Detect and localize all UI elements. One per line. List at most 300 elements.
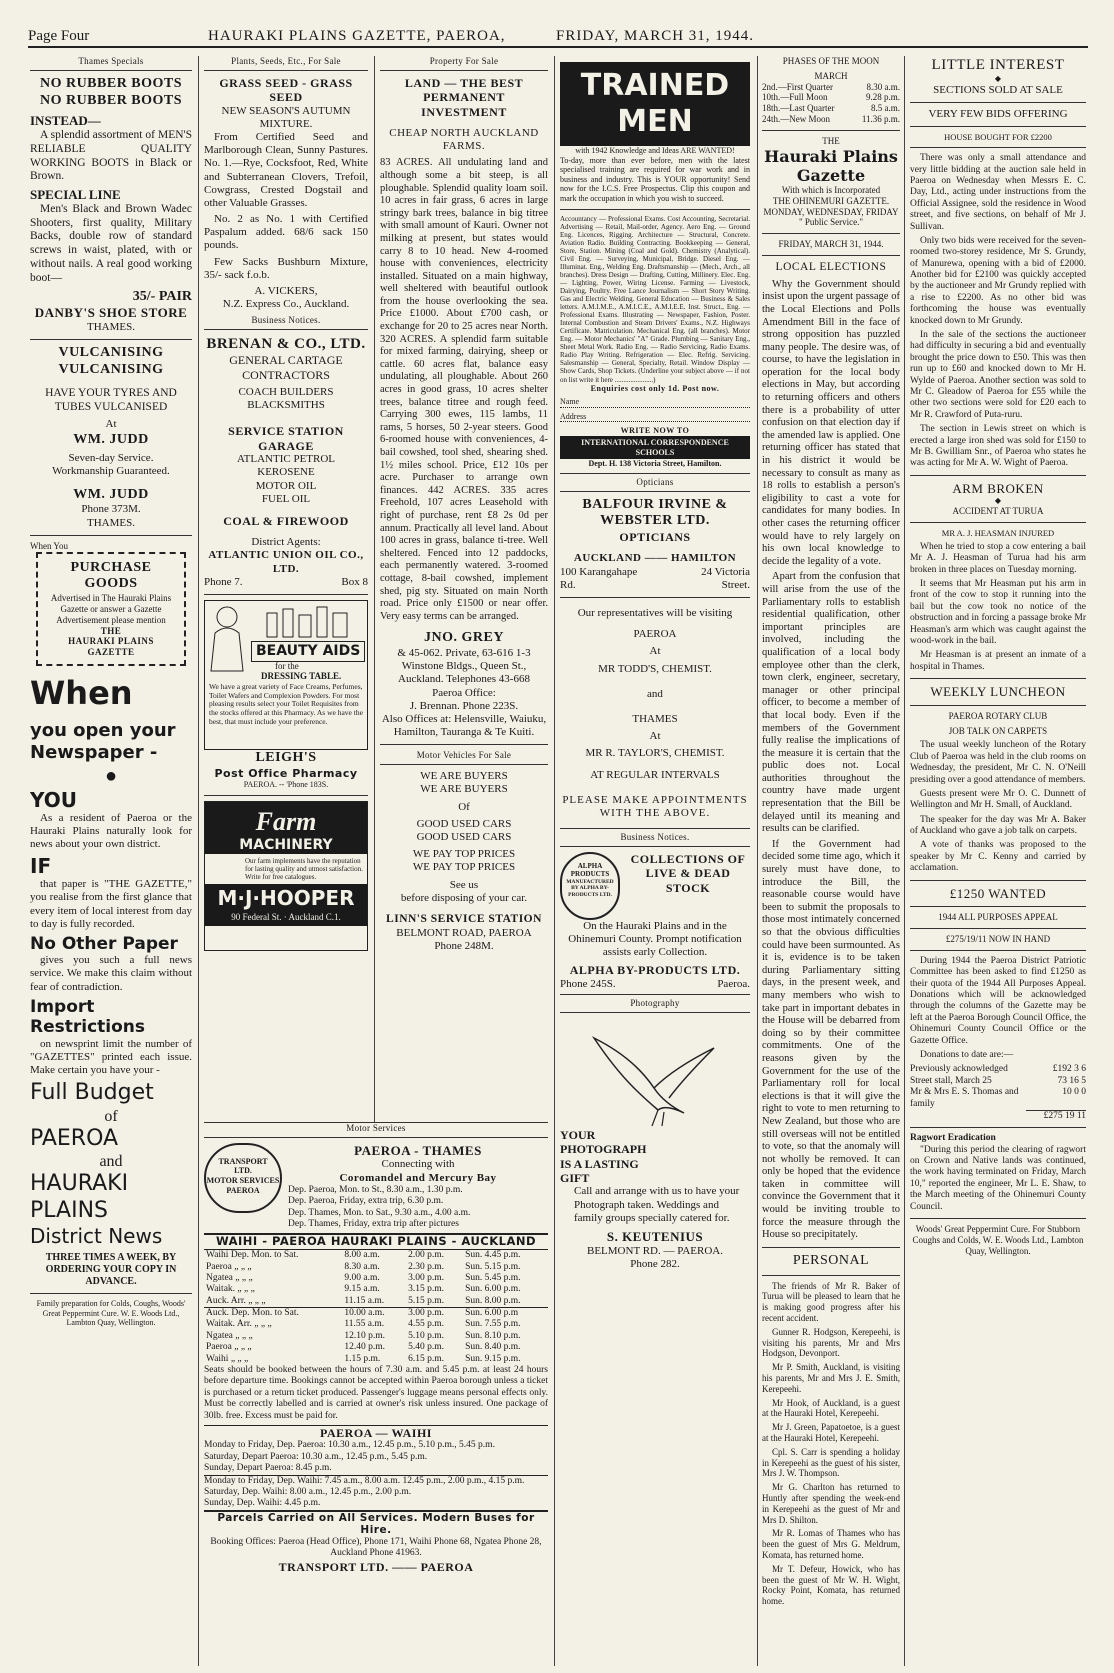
section-header: Business Notices.	[560, 828, 750, 847]
ad-text: J. Brennan. Phone 223S.	[409, 699, 519, 712]
table-cell: Waihi Dep. Mon. to Sat.	[206, 1250, 299, 1261]
timetable-notes: Seats should be booked between the hours of 7.30 a.m. and 5.45 p.m. at least 24 hours before departure time. Bookings cannot be accepted within Paeroa borough unless a ticket is purchased or a return ticket produced. Passenger's luggage means personal effects only. Must be correctly labelled and is carried at owner's risk unless insured. One package of 30lb. free. Excess must be paid for.	[204, 1365, 548, 1421]
table-cell: Sun. 8.00 p.m.	[465, 1295, 521, 1306]
table-cell: 1.15 p.m.	[344, 1353, 381, 1364]
ad-town: THAMES.	[87, 320, 135, 333]
ad-text: on newsprint limit the number of "GAZETTES" printed each issue. Make certain you have your -	[30, 1037, 192, 1077]
timetable-line: Booking Offices: Paeroa (Head Office), Phone 171, Waihi Phone 68, Ngatea Phone 28, Auckland Phone 41963.	[210, 1536, 542, 1559]
section-header: PHASES OF THE MOON	[782, 56, 880, 66]
ad-name: WM. JUDD	[73, 431, 149, 447]
timetable-line: Monday to Friday, Dep. Waihi: 7.45 a.m., 8.00 a.m. 12.45 p.m., 2.00 p.m., 4.15 p.m.	[204, 1475, 548, 1487]
paper-nameplate: Hauraki Plains Gazette	[764, 146, 898, 185]
ad-town: THAMES.	[87, 516, 135, 529]
ad-text: KEROSENE	[257, 466, 315, 479]
timetable-line: Dep. Thames, Mon. to Sat., 9.30 a.m., 4.00 a.m.	[288, 1207, 471, 1218]
ad-headline: Full Budget	[30, 1080, 154, 1106]
donation-row: Previously acknowledged £192 3 6	[910, 1064, 1086, 1075]
article-paragraph: The speaker for the day was Mr A. Baker of Auckland who gave a job talk on carpets.	[910, 814, 1086, 837]
issue-date: FRIDAY, MARCH 31, 1944.	[556, 28, 755, 44]
farm-machinery-ad	[204, 801, 368, 951]
ad-text: WE PAY TOP PRICES	[412, 848, 516, 861]
beauty-aids-ad	[204, 600, 368, 750]
table-cell: Sun. 9.15 p.m.	[465, 1353, 521, 1364]
masthead	[28, 22, 1088, 48]
page-number: Page Four	[28, 28, 90, 44]
column-news	[910, 56, 1086, 1666]
table-cell: Waitak. Arr. „ „ „	[206, 1319, 272, 1330]
ad-headline: District News	[30, 1224, 163, 1249]
ad-headline: NO RUBBER BOOTS	[39, 92, 183, 108]
ad-text: Paeroa Office:	[432, 686, 496, 699]
table-cell: 12.10 p.m.	[344, 1330, 386, 1341]
article-subhead: £275/19/11 NOW IN HAND	[945, 934, 1051, 945]
moon-phase-row: 18th.—Last Quarter 8.5 a.m.	[762, 103, 900, 114]
ad-text: WRITE NOW TO	[620, 426, 690, 436]
ad-text: THE OHINEMURI GAZETTE.	[772, 195, 890, 206]
paper-title: HAURAKI PLAINS GAZETTE, PAEROA,	[208, 28, 506, 44]
ad-headline: BRENAN & CO., LTD.	[206, 336, 366, 353]
transport-logo: TRANSPORT LTD. MOTOR SERVICES PAEROA	[204, 1143, 282, 1213]
diamond-icon: ◆	[994, 496, 1002, 506]
route-heading: PAEROA — WAIHI	[204, 1425, 548, 1440]
ad-phone: Phone 282.	[630, 1257, 680, 1270]
bullet-icon: ●	[104, 764, 118, 787]
article-paragraph: When he tried to stop a cow entering a bail Mr A. J. Heasman of Turua had his arm broken in three places on Tuesday morning.	[910, 541, 1086, 575]
column-rule	[198, 56, 199, 1666]
table-cell: 8.30 a.m.	[344, 1261, 380, 1272]
ad-text: See us	[449, 878, 479, 891]
article-paragraph: A vote of thanks was proposed to the speaker by Mr C. Kenny and carried by acclamation.	[910, 840, 1086, 874]
ad-text: PAEROA	[633, 628, 677, 641]
table-row	[204, 1331, 548, 1342]
ad-text: With which is Incorporated	[781, 184, 881, 195]
personal-item: Cpl. S. Carr is spending a holiday in Kerepeehi as the guest of his sister, Mrs J. W. Thompson.	[762, 1446, 900, 1479]
ad-address: 90 Federal St. · Auckland C.1.	[205, 912, 367, 926]
table-cell: Waitak. „ „ „	[206, 1284, 255, 1295]
donation-total: £275 19 11	[1026, 1110, 1086, 1122]
donation-row: Mr & Mrs E. S. Thomas and family 10 0 0	[910, 1087, 1086, 1109]
personal-item: Mr J. Green, Papatoetoe, is a guest at the Hauraki Hotel, Kerepeehi.	[762, 1422, 900, 1444]
ad-text: MR TODD'S, CHEMIST.	[598, 662, 712, 675]
ad-text: MONDAY, WEDNESDAY, FRIDAY	[763, 206, 899, 217]
ad-text: ATLANTIC PETROL	[236, 453, 336, 466]
ad-text: Our farm implements have the reputation for lasting quality and utmost satisfaction. Write for free catalogues.	[245, 856, 363, 881]
ad-text: HAVE YOUR TYRES AND TUBES VULCANISED	[45, 386, 177, 413]
section-header: Motor Services	[204, 1123, 548, 1138]
route-heading: Parcels Carried on All Services. Modern Buses for Hire.	[204, 1510, 548, 1537]
ad-address: BELMONT ROAD, PAEROA	[396, 926, 532, 939]
ad-text: At	[649, 645, 661, 658]
moon-phase-row: 10th.—Full Moon 9.28 p.m.	[762, 92, 900, 103]
ad-text: AT REGULAR INTERVALS	[590, 768, 720, 781]
table-cell: 3.15 p.m.	[408, 1284, 445, 1295]
column-plants-business	[204, 56, 368, 1106]
table-cell: 9.00 a.m.	[344, 1272, 380, 1283]
section-header: Plants, Seeds, Etc., For Sale	[204, 56, 368, 71]
article-paragraph: "During this period the clearing of ragwort on Crown and Native lands was continued, the work having terminated on Friday, March 10," reported the engineer, Mr L. E. Shaw, to the March meeting of the Ohinemuri County Council.	[910, 1144, 1086, 1212]
route-text: Coromandel and Mercury Bay	[339, 1171, 497, 1184]
timetable-line: Dep. Paeroa, Mon. to St., 8.30 a.m., 1.30 p.m.	[288, 1184, 463, 1195]
table-cell: 3.00 p.m.	[408, 1272, 445, 1283]
timetable-line: Sunday, Depart Paeroa: 8.45 p.m.	[204, 1463, 332, 1474]
table-cell: Ngatea „ „ „	[206, 1272, 253, 1283]
moon-phase-row: 24th.—New Moon 11.36 p.m.	[762, 113, 900, 124]
ad-text: THAMES	[632, 712, 678, 725]
personal-item: Gunner R. Hodgson, Kerepeehi, is visiting his parents, Mr and Mrs Hodgson, Devonport.	[762, 1326, 900, 1359]
section-header: Opticians	[560, 473, 750, 492]
ad-text: WE PAY TOP PRICES	[412, 861, 516, 874]
table-row	[204, 1308, 548, 1320]
article-title: £1250 WANTED	[949, 885, 1047, 901]
ad-store: DANBY'S SHOE STORE	[34, 305, 188, 321]
ad-text: Workmanship Guaranteed.	[52, 465, 170, 478]
ad-text: GOOD USED CARS	[416, 830, 512, 843]
ad-text: Family preparation for Colds, Coughs, Woods' Great Peppermint Cure. W. E. Woods Ltd., Lambton Quay, Wellington.	[36, 1299, 186, 1328]
ad-headline: VULCANISING	[58, 345, 164, 361]
transport-timetable	[204, 1122, 548, 1666]
ad-text: AUCKLAND —— HAMILTON	[573, 552, 737, 565]
column-thames-specials	[30, 56, 192, 1666]
ad-headline: PURCHASE GOODS	[70, 559, 152, 592]
table-cell: 5.10 p.m.	[408, 1330, 445, 1341]
section-header: Photography	[560, 994, 750, 1013]
ad-phone: Phone 248M.	[434, 939, 494, 952]
table-cell: 11.55 a.m.	[344, 1319, 385, 1330]
table-cell: 5.40 p.m.	[408, 1342, 445, 1353]
ad-text: for the	[275, 661, 299, 672]
table-cell: Sun. 5.15 p.m.	[465, 1261, 521, 1272]
ad-text: WE ARE BUYERS	[420, 770, 508, 783]
column-rule	[554, 56, 555, 1666]
table-cell: 2.30 p.m.	[408, 1261, 445, 1272]
article-subhead: PAEROA ROTARY CLUB	[948, 710, 1048, 721]
timetable-line: Dep. Paeroa, Friday, extra trip, 6.30 p.m.	[288, 1196, 444, 1207]
table-cell: 10.00 a.m.	[344, 1308, 385, 1319]
name-field: Name	[560, 397, 750, 408]
course-list: Accountancy — Professional Exams. Cost Accounting, Secretarial. Advertising — Retail, Mail-order, Agency. Aero Eng. — Ground Eng. Licences, Rigging. Architecture — Structural, Concrete. Aviation Radio. Building Contracting. Bookkeeping — General, Store, Station. Mining (Coal and Gold). Chemistry (Analytical). Civil Eng. — Surveying, Municipal, Bridge. Diesel Eng. — Illuminat. Eng., Welding Eng. Draftsmanship — (Mech., Arch., all branches). Dress Design — Drafting, Cutting, Millinery. Elec. Eng. — Lighting, Power, Wiring License. Farming — Livestock, Dairying, Poultry. Free Lance Journalism — Short Story Writing. Gas and Electric Welding. General Education — Business & Sales letters. A.M.I.M.E., A.M.I.C.E., A.M.I.E.E. Inst. Struct., Eng. — Professional Exams. Illustrating — Newspaper, Fashion, Poster. Internal Combustion and Steam Drivers' Exams., N.Z. Highways Certificate. Matriculation. Mechanical Eng. (all branches). Motor Eng. — Motor Mechanics' "A" Grade. Plumbing — Sanitary Eng., Sheet Metal Work. Radio Eng. — Radio Servicing, Radio Exams. Radio Play Writing. Refrigeration — Elec. Refrig. Servicing. Salesmanship — General, Specialty, Retail. Window Display — Show Cards, Shop Tickets. (Underline your subject above — if not on list write it here ......................)	[560, 214, 750, 384]
ad-headline: HAURAKI	[30, 1171, 129, 1197]
table-cell: Sun. 7.55 p.m.	[465, 1319, 521, 1330]
ad-text: of	[104, 1107, 118, 1125]
table-cell: 4.55 p.m.	[408, 1319, 445, 1330]
section-header: Business Notices.	[204, 315, 368, 330]
moon-phases-list	[762, 82, 900, 125]
ad-headline: M·J·HOOPER	[205, 884, 367, 912]
ad-text: HAURAKI PLAINS GAZETTE	[68, 636, 154, 658]
ad-text: Of	[458, 800, 470, 813]
article-subhead: JOB TALK ON CARPETS	[948, 725, 1048, 736]
ad-headline: SERVICE STATION GARAGE	[228, 424, 344, 453]
timetable-line: Saturday, Depart Paeroa: 10.30 a.m., 12.45 p.m., 5.45 p.m.	[204, 1451, 428, 1462]
personal-item: Mr T. Defeur, Howick, who has been the guest of Mr W. H. Wight, Rocky Point, Komata, has returned home.	[762, 1563, 900, 1607]
ad-phone: Phone 373M.	[81, 503, 141, 516]
personal-item: The friends of Mr R. Baker of Turua will be pleased to learn that he is making good progress after his recent accident.	[762, 1280, 900, 1324]
ad-headline: IF	[30, 854, 52, 879]
ad-text: THE	[100, 625, 122, 636]
ad-subhead: NEW SEASON'S AUTUMN MIXTURE.	[221, 104, 351, 130]
ad-text: We have a great variety of Face Creams, Perfumes, Toilet Wafers and Complexion Powders. For most pleasing results select your Toilet Requisites from the stocks offered at this Pharmacy. As we have the best, that must include your preference.	[209, 682, 363, 726]
article-paragraph: In the sale of the sections the auctioneer had difficulty in securing a bid and eventually brought the price down to £50. This was then run up to £60 and knocked down to Mr H. Wylde of Paeroa. Another section was sold to Mr C. Gleadow of Paeroa for £55 while the other two sections were sold for £20 each to Mr R. Crawford of Puta-ruru.	[910, 330, 1086, 420]
address-field: Address	[560, 412, 750, 423]
table-row	[204, 1354, 548, 1365]
table-row	[204, 1262, 548, 1273]
ad-headline: LEIGH'S	[255, 750, 317, 766]
ad-text: MOTOR OIL	[255, 479, 317, 492]
personal-items	[762, 1281, 900, 1607]
ad-text: Advertised in The Hauraki Plains Gazette or answer a Gazette Advertisement please mention	[50, 593, 172, 625]
ad-headline: NO RUBBER BOOTS	[39, 75, 183, 91]
ad-name: WM. JUDD	[73, 486, 149, 502]
donations-list	[910, 1064, 1086, 1110]
column-rule	[904, 56, 905, 1666]
ad-headline: COLLECTIONS OF LIVE & DEAD STOCK	[630, 851, 746, 895]
ad-name: S. KEUTENIUS	[606, 1228, 704, 1244]
table-cell: Sun. 4.45 p.m.	[465, 1250, 521, 1261]
editorial-title: LOCAL ELECTIONS	[775, 260, 887, 273]
ad-headline: BALFOUR IRVINE & WEBSTER LTD.	[582, 496, 728, 529]
ad-text: MR R. TAYLOR'S, CHEMIST.	[585, 747, 725, 760]
purchase-goods-box	[36, 552, 186, 666]
column-property	[380, 56, 548, 1116]
ad-headline: No Other Paper	[30, 933, 178, 954]
table-cell: Auck. Arr. „ „ „	[206, 1295, 266, 1306]
ad-text: THE	[822, 135, 840, 146]
column-rule	[757, 56, 758, 1666]
section-header: Property For Sale	[380, 56, 548, 71]
article-paragraph: Donations to date are:—	[920, 1049, 1014, 1060]
personal-item: Mr Hook, of Auckland, is a guest at the Hauraki Hotel, Kerepeehi.	[762, 1397, 900, 1419]
ad-text: Few Sacks Bushburn Mixture, 35/- sack f.o.b.	[204, 255, 368, 281]
article-title: LITTLE INTEREST	[931, 57, 1065, 73]
article-subhead: VERY FEW BIDS OFFERING	[928, 107, 1068, 120]
table-cell: Sun. 8.40 p.m.	[465, 1342, 521, 1353]
ad-price: 35/- PAIR	[132, 288, 192, 304]
ad-text: Seven-day Service.	[68, 452, 154, 465]
ad-headline: PLAINS	[30, 1197, 108, 1223]
ad-text: N.Z. Express Co., Auckland.	[222, 298, 350, 311]
ad-address: 24 Victoria Street.	[701, 565, 750, 591]
article-subhead: HOUSE BOUGHT FOR £2200	[944, 131, 1052, 142]
article-title: Ragwort Eradication	[910, 1133, 996, 1144]
ad-text: To-day, more than ever before, men with the latest specialised training are required for war work and in business and industry. This is YOUR opportunity! Send now for the I.C.S. Free Prospectus. Clip this coupon and mark the occupation in which you wish to succeed.	[560, 155, 750, 203]
table-cell: Paeroa „ „ „	[206, 1261, 252, 1272]
ad-headline: MACHINERY	[205, 837, 367, 854]
ad-name: ATLANTIC UNION OIL CO., LTD.	[208, 549, 364, 575]
ad-name: LINN'S SERVICE STATION	[386, 912, 542, 925]
table-row	[204, 1296, 548, 1308]
ad-headline: YOU	[30, 787, 78, 812]
ad-headline: PAEROA	[30, 1125, 119, 1151]
ad-text: gives you such a full news service. We make this claim without fear of contradiction.	[30, 954, 192, 993]
ad-text: No. 2 as No. 1 with Certified Paspalum added. 68/6 sack 150 pounds.	[204, 213, 368, 252]
article-paragraph: During 1944 the Paeroa District Patriotic Committee has been asked to find £1250 as their quota of the 1944 All Purposes Appeal. Donations which will be acknowledged through the columns of the Gazette may be left at the Paeroa Borough Council Office, the Ohinemuri County Council Office or the Gazette Office.	[910, 955, 1086, 1046]
ad-address: 100 Karangahape Rd.	[560, 565, 638, 591]
ad-text: A splendid assortment of MEN'S RELIABLE QUALITY WORKING BOOTS in Black or Brown.	[30, 128, 192, 183]
ad-text: FUEL OIL	[261, 492, 311, 505]
ad-headline: TRAINED MEN	[560, 62, 750, 146]
article-title: ARM BROKEN	[952, 480, 1044, 496]
table-row	[204, 1250, 548, 1261]
ad-town: Paeroa.	[717, 977, 750, 990]
ad-headline: Farm	[205, 802, 367, 837]
ad-text: Woods' Great Peppermint Cure. For Stubborn Coughs and Colds, W. E. Woods Ltd., Lambton Quay, Wellington.	[912, 1224, 1084, 1256]
alpha-logo: ALPHA PRODUCTS MANUFACTURED BY ALPHA BY-PRODUCTS LTD.	[560, 852, 620, 920]
route-heading: WAIHI - PAEROA HAURAKI PLAINS - AUCKLAND	[204, 1233, 548, 1250]
ad-text: At	[105, 418, 117, 431]
ad-text: From Certified Seed and Marlborough Clean, Sunny Pastures. No. 1.—Rye, Cocksfoot, Red, White and Subterranean Clovers, Trefoil, Cowgrass, Crested Dogstail and other Valuable Grasses.	[204, 130, 368, 209]
ad-text: before disposing of your car.	[400, 891, 528, 904]
table-cell: 8.00 a.m.	[344, 1250, 380, 1261]
ad-headline: BEAUTY AIDS	[251, 641, 365, 662]
ad-text: GENERAL CARTAGE CONTRACTORS	[229, 353, 343, 382]
timetable-line: Sunday, Dep. Waihi: 4.45 p.m.	[204, 1498, 321, 1509]
article-subhead: 1944 ALL PURPOSES APPEAL	[938, 912, 1058, 923]
ad-text: 83 ACRES. All undulating land and although some a bit steep, is all ploughable. Splendid quality loam soil. 10 acres in fair grass, 6 acres in large stringy bark trees, balance in big titree with small amount of Kauri. Owner not milking at present, but states would carry 8 to 10 head. New 4-roomed house with conveniences, electricity installed. Situated on a main highway, well sheltered with beautiful outlook from the house overlooking the sea. Price £1000. About £700 cash, or exchange for 20 to 25 acres near North. 320 ACRES. A splendid farm suitable for mixed farming, dairying, sheep or cattle. 60 acres flat, balance easy undulating, all ploughable. About 260 acres in good grass, 10 acres shelter trees, balance titree and rough feed. Carrying 300 ewes, 115 lambs, 11 rams, 5 horses, 50 2-year steers. Good 6-roomed house with conveniences, 4-bail cowshed, tool shed, shearing shed. 1½ miles school. Price, £12 10s per acre. Purchaser to arrange own finances. 442 ACRES. 335 acres Freehold, 107 acres Leasehold with right of purchase, rent £8 2s 0d per annum. Practically all level land. About 100 acres in grass, balance ti-tree. Well sheltered. Fenced into 12 paddocks, each permanently watered. 3-roomed cottage, 8-bail cowshed, implement shed, pig sty. Situated on main North road. Price only £1500 or near offer. Very easy terms can be arranged.	[380, 157, 548, 622]
ad-text: On the Hauraki Plains and in the Ohinemuri County. Prompt notification assists early Collection.	[568, 919, 742, 959]
table-row	[204, 1342, 548, 1353]
table-cell: 2.00 p.m.	[408, 1250, 445, 1261]
ad-text: Our representatives will be visiting	[577, 607, 733, 620]
ad-headline: VULCANISING	[58, 361, 164, 377]
section-header: Motor Vehicles For Sale	[380, 750, 548, 765]
ad-subhead: with 1942 Knowledge and Ideas ARE WANTED!	[575, 146, 735, 155]
editorial-date: FRIDAY, MARCH 31, 1944.	[778, 239, 884, 250]
table-cell: Sun. 5.45 p.m.	[465, 1272, 521, 1283]
timetable-line: Dep. Thames, Friday, extra trip after pictures	[288, 1218, 459, 1229]
ad-headline: GRASS SEED - GRASS SEED	[219, 75, 353, 105]
table-cell: 3.00 p.m.	[408, 1308, 445, 1319]
ad-text: " Public Service."	[798, 217, 864, 228]
table-cell: Waihi „ „ „	[206, 1353, 249, 1364]
table-cell: Paeroa „ „ „	[206, 1342, 252, 1353]
ad-text: At	[649, 730, 661, 743]
ad-phone: PAEROA. -- 'Phone 183S.	[243, 780, 329, 789]
ad-address: Dept. H. 138 Victoria Street, Hamilton.	[588, 459, 722, 469]
timetable-line: Saturday, Dep. Waihi: 8.00 a.m., 12.45 p.m., 2.00 p.m.	[204, 1486, 412, 1497]
ad-headline: When	[30, 674, 133, 713]
ad-address: & 45-062. Private, 63-616 1-3 Winstone Bldgs., Queen St., Auckland. Telephones 43-668	[397, 647, 531, 686]
ad-text: DRESSING TABLE.	[261, 671, 342, 682]
ad-subhead: CHEAP NORTH AUCKLAND FARMS.	[389, 126, 539, 153]
ad-text: that paper is "THE GAZETTE," you realise from the first glance that every item of local interest from day to day is fully recorded.	[30, 878, 192, 930]
ad-box: Box 8	[341, 575, 368, 588]
ad-text: GOOD USED CARS	[416, 817, 512, 830]
ad-text: and	[99, 1153, 123, 1171]
ad-subhead: SPECIAL LINE	[30, 187, 121, 203]
article-paragraph: There was only a small attendance and very little bidding at the auction sale held in Paeroa on Wednesday when Messrs E. C. Day, Ltd., acting under instructions from the Official Assignee, sold the residence in Wood street, and five sections, on behalf of Mr J. Sullivan.	[910, 153, 1086, 232]
ad-text: Enquiries cost only 1d. Post now.	[590, 383, 720, 393]
route-text: Connecting with	[381, 1158, 455, 1171]
table-cell: Sun. 8.10 p.m.	[465, 1330, 521, 1341]
ad-subhead: MARCH	[814, 70, 848, 81]
table-cell: 5.15 p.m.	[408, 1295, 445, 1306]
bottles-icon	[265, 603, 355, 639]
ad-headline: COAL & FIREWOOD	[223, 513, 349, 528]
article-paragraph: Mr Heasman is at present an inmate of a hospital in Thames.	[910, 650, 1086, 672]
ad-text: COACH BUILDERS	[238, 385, 334, 398]
ad-text: When You	[30, 540, 69, 551]
ad-text: and	[647, 687, 663, 700]
ad-text: Men's Black and Brown Wadec Shooters, first quality, Military Backs, double row of standard screws in waist, plated, with or without nails. A real good working boot—	[30, 202, 192, 284]
ad-address: BELMONT RD. — PAEROA.	[587, 1244, 723, 1257]
table-cell: 9.15 a.m.	[344, 1284, 380, 1295]
ad-subhead: Post Office Pharmacy	[214, 766, 358, 780]
ad-name: TRANSPORT LTD. —— PAEROA	[278, 1559, 474, 1574]
donation-row: Street stall, March 25 73 16 5	[910, 1075, 1086, 1086]
table-cell: 11.15 a.m.	[344, 1295, 385, 1306]
timetable-line: Monday to Friday, Dep. Paeroa: 10.30 a.m., 12.45 p.m., 5.10 p.m., 5.45 p.m.	[204, 1440, 495, 1451]
ad-text: BLACKSMITHS	[247, 399, 325, 412]
article-paragraph: The usual weekly luncheon of the Rotary Club of Paeroa was held in the club rooms on Wednesday, the president, Mr C. N. O'Neill presiding over a good attendance of members.	[910, 740, 1086, 785]
article-subhead: ACCIDENT AT TURUA	[952, 505, 1044, 516]
ad-headline: YOUR PHOTOGRAPH IS A LASTING GIFT	[560, 1127, 647, 1186]
article-subhead: SECTIONS SOLD AT SALE	[933, 83, 1063, 96]
table-row	[204, 1284, 548, 1295]
paeroa-thames-lines	[288, 1185, 548, 1231]
ad-phone: Phone 7.	[204, 575, 243, 588]
ad-name: INTERNATIONAL CORRESPONDENCE SCHOOLS	[560, 436, 750, 459]
article-title: WEEKLY LUNCHEON	[930, 684, 1066, 700]
table-cell: 12.40 p.m.	[344, 1342, 386, 1353]
ad-name: A. VICKERS,	[254, 285, 318, 298]
table-cell: Sun. 6.00 p.m.	[465, 1284, 521, 1295]
editorial-paragraph: Why the Government should insist upon the urgent passage of the Local Elections and Polls Amendment Bill in the face of strong opposition has puzzled many people. The desire was, of course, to have the legislation in operation for the local body elections in May, but according to returning officers and others there is a probability of utter confusion on that election day if the amended law is applied. One returning officer has stated that in his district it would be necessary to consult as many as 18 rolls to establish a person's eligibility to cast a vote for candidates for many bodies. In other cases the returning officer would have to rely largely on his own local knowledge to decide the legality of a vote.	[762, 278, 900, 567]
ad-text: WE ARE BUYERS	[420, 783, 508, 796]
article-title: PERSONAL	[792, 1252, 870, 1268]
editorial-paragraph: Apart from the confusion that will arise from the use of the Parliamentary rolls to establish residential qualification, other important principles are involved, including the qualification of a local body employee other than the clerk, town clerk, engineer, secretary, manager or other principal officer, to become a member of that local body. Even if the members of the Government fully realise the implications of the measure it is certain that the public does not. Local authorities throughout the country have made urgent representation that the Bill be delayed until its meaning and results can be clarified.	[762, 571, 900, 835]
ad-name: ALPHA BY-PRODUCTS LTD.	[569, 963, 741, 978]
personal-item: Mr P. Smith, Auckland, is visiting his parents, Mr and Mrs J. E. Smith, Kerepeehi.	[762, 1362, 900, 1394]
section-header: Thames Specials	[30, 56, 192, 71]
ad-headline: LAND — THE BEST PERMANENT INVESTMENT	[404, 75, 524, 119]
article-paragraph: It seems that Mr Heasman put his arm in front of the cow to stop it running into the bail but the cow took no notice of the obstruction and in forcing a passage broke Mr Heasman's arm which was caught against the wood-work in the bail.	[910, 579, 1086, 646]
ad-headline: you open your Newspaper -	[30, 720, 176, 763]
article-paragraph: Guests present were Mr O. C. Dunnett of Wellington and Mr H. Small, of Auckland.	[910, 788, 1086, 811]
ad-headline: Import Restrictions	[30, 996, 146, 1038]
route-heading: PAEROA - THAMES	[354, 1142, 482, 1158]
column-editorial	[762, 56, 900, 1666]
ad-text: District Agents:	[251, 536, 321, 549]
table-cell: Ngatea „ „ „	[206, 1330, 253, 1341]
ad-text: Call and arrange with us to have your Photograph taken. Weddings and family groups specially catered for.	[574, 1185, 740, 1224]
table-cell: Auck. Dep. Mon. to Sat.	[206, 1308, 299, 1319]
ad-name: JNO. GREY	[424, 630, 504, 646]
diamond-icon: ◆	[994, 74, 1002, 83]
table-row	[204, 1273, 548, 1284]
moon-phase-row: 2nd.—First Quarter 8.30 a.m.	[762, 81, 900, 92]
swallow-bird-icon	[574, 1018, 724, 1128]
editorial-paragraph: If the Government had decided some time ago, which it surely must have done, to introduce the Bill, the reasonable course would have been to submit the proposals to those most intimately concerned so that the obvious difficulties could have been surmounted. As it is, evidence is to be taken during Parliamentary sitting days, in the present week, and many members who wish to take part in important debates in the House will be debarred from doing so by their committee commitments. One of the reasons given by the Government for the use of the Parliamentary roll for local elections is that it will give the right to vote to men returning to New Zealand, but those who are still overseas will not be entitled to vote, so that the anomaly will not wholly be removed. It can only be hoped that the evidence taken in committee will convince the Government that it would be inviting trouble to force the measure through the House so precipitately.	[762, 838, 900, 1241]
ad-phone: Phone 245S.	[560, 977, 616, 990]
ad-text: Also Offices at: Helensville, Waiuku, Hamilton, Tauranga & Te Kuiti.	[381, 713, 547, 739]
article-paragraph: Only two bids were received for the seven-roomed two-storey residence, Mr S. Grundy, of Manurewa, opening with a bid of £2000. Another bid for £2100 was quickly accepted by the auctioneer and Mr Grundy replied with a rise to £2200. As no other bid was forthcoming the house was eventually knocked down to Mr Grundy.	[910, 235, 1086, 326]
article-paragraph: The section in Lewis street on which is erected a large iron shed was sold for £150 to Mr B. Gwilliam Snr., of Paeroa who states he was acting for Mr A. W. Wight of Paeroa.	[910, 424, 1086, 469]
article-subhead: MR A. J. HEASMAN INJURED	[941, 527, 1055, 538]
timetable-table	[204, 1250, 548, 1365]
column-trained-men-opticians	[560, 56, 750, 1666]
table-row	[204, 1319, 548, 1330]
ad-subhead: INSTEAD—	[30, 113, 101, 129]
lady-illustration-icon	[207, 603, 247, 673]
table-cell: Sun. 6.00 p.m	[465, 1308, 519, 1319]
ad-subhead: OPTICIANS	[619, 530, 691, 545]
ad-text: PLEASE MAKE APPOINTMENTS WITH THE ABOVE.	[562, 793, 748, 819]
ad-text: As a resident of Paeroa or the Hauraki Plains naturally look for news about your own district.	[30, 811, 192, 850]
personal-item: Mr G. Charlton has returned to Huntly after spending the week-end in Kerepeehi as the guest of Mr and Mrs D. Shilton.	[762, 1482, 900, 1525]
ad-text: THREE TIMES A WEEK, BY ORDERING YOUR COPY IN ADVANCE.	[45, 1252, 177, 1288]
personal-item: Mr R. Lomas of Thames who has been the guest of Mrs G. Meldrum, Komata, has returned home.	[762, 1528, 900, 1560]
table-cell: 6.15 p.m.	[408, 1353, 445, 1364]
